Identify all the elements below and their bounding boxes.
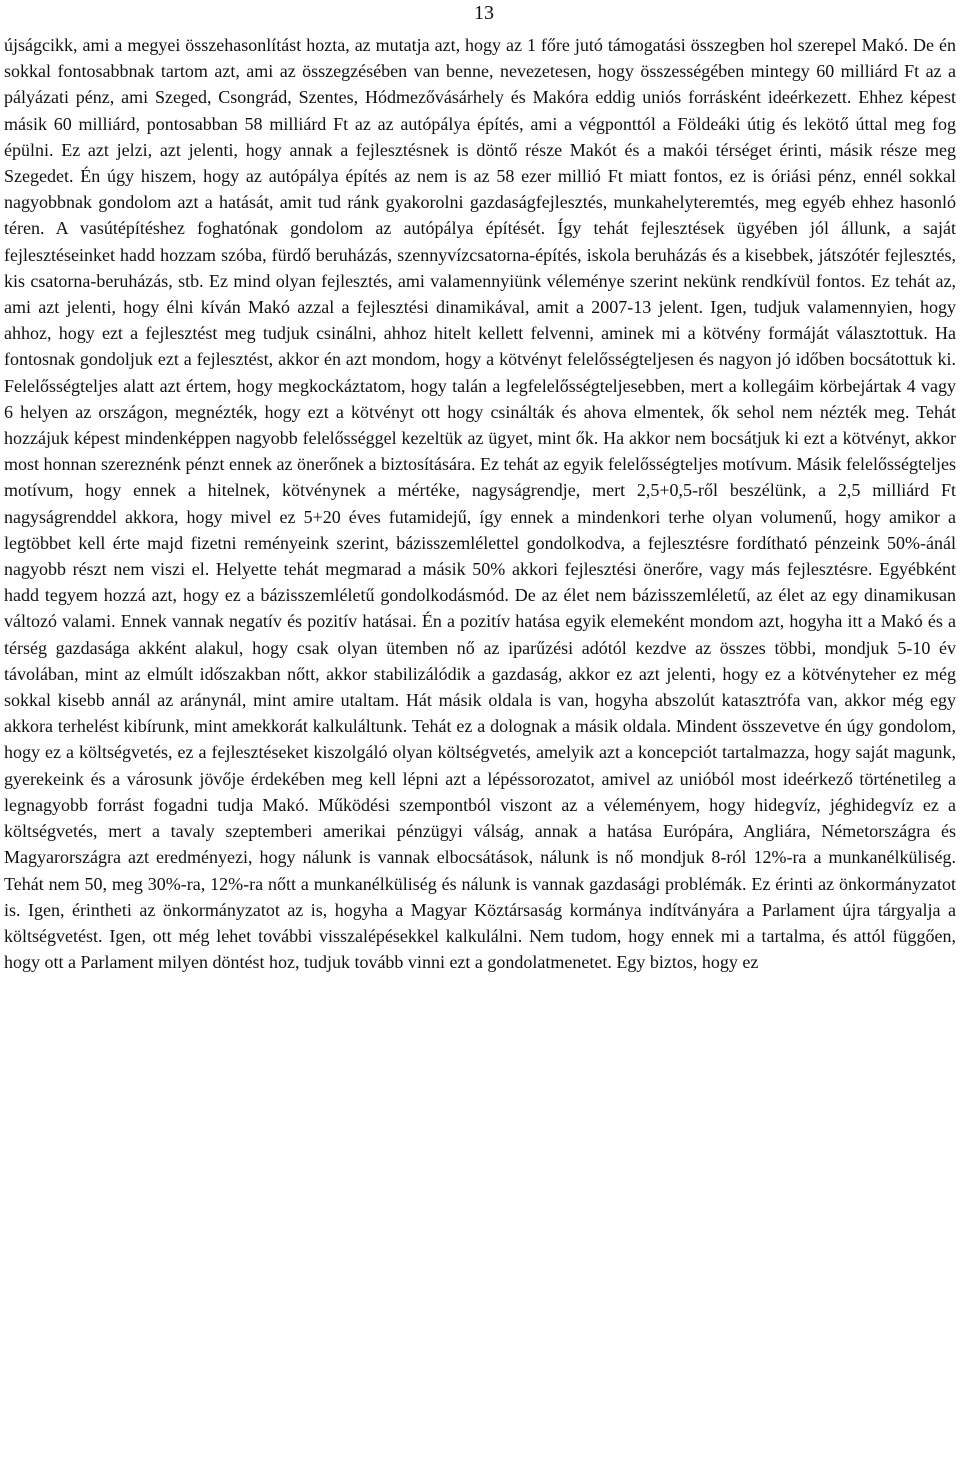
body-paragraph: újságcikk, ami a megyei összehasonlítást hozta, az mutatja azt, hogy az 1 főre jutó támogatási összegben hol szerepel Makó. De én sokkal fontosabbnak tartom azt, ami az összegzésében van benne, nevezetesen, hogy összességében mintegy 60 milliárd Ft az a pályázati pénz, ami Szeged, Csongrád, Szentes, Hódmezővásárhely és Makóra eddig uniós forrásként ideérkezett. Ehhez képest másik 60 milliárd, pontosabban 58 milliárd Ft az az autópálya építés, ami a végponttól a Földeáki útig és lekötő úttal meg fog épülni. Ez azt jelzi, azt jelenti, hogy annak a fejlesztésnek is döntő része Makót és a makói térséget érinti, másik része meg Szegedet. Én úgy hiszem, hogy az autópálya építés az nem is az 58 ezer millió Ft miatt fontos, ez is óriási pénz, ennél sokkal nagyobbnak gondolom azt a hatását, amit tud ránk gyakorolni gazdaságfejlesztés, munkahelyteremtés, meg egyéb ehhez hasonló téren. A vasútépítéshez foghatónak gondolom az autópálya építését. Így tehát fejlesztések ügyében jól állunk, a saját fejlesztéseinket hadd hozzam szóba, fürdő beruházás, szennyvízcsatorna-építés, iskola beruházás és a kisebbek, játszótér fejlesztés, kis csatorna-beruházás, stb. Ez mind olyan fejlesztés, ami valamennyiünk véleménye szerint nekünk rendkívül fontos. Ez tehát az, ami azt jelenti, hogy élni kíván Makó azzal a fejlesztési dinamikával, amit a 2007-13 jelent. Igen, tudjuk valamennyien, hogy ahhoz, hogy ezt a fejlesztést meg tudjuk csinálni, ahhoz hitelt kellett felvenni, aminek mi a kötvény formáját választottuk. Ha fontosnak gondoljuk ezt a fejlesztést, akkor én azt mondom, hogy a kötvényt felelősségteljesen és nagyon jó időben bocsátottuk ki. Felelősségteljes alatt azt értem, hogy megkockáztatom, hogy talán a legfelelősségteljesebben, mert a kollegáim körbejártak 4 vagy 6 helyen az országon, megnézték, hogy ezt a kötvényt ott hogy csinálták és ahova elmentek, ők sehol nem nézték meg. Tehát hozzájuk képest mindenképpen nagyobb felelősséggel kezeltük az ügyet, mint ők. Ha akkor nem bocsátjuk ki ezt a kötvényt, akkor most honnan szereznénk pénzt ennek az önerőnek a biztosítására. Ez tehát az egyik felelősségteljes motívum. Másik felelősségteljes motívum, hogy ennek a hitelnek, kötvénynek a mértéke, nagyságrendje, mert 2,5+0,5-ről beszélünk, a 2,5 milliárd Ft nagyságrenddel akkora, hogy mivel ez 5+20 éves futamidejű, így ennek a mindenkori terhe olyan volumenű, hogy amikor a legtöbbet kell érte majd fizetni reményeink szerint, bázisszemlélettel gondolkodva, a fejlesztésre fordítható pénzeink 50%-ánál nagyobb részt nem viszi el. Helyette tehát megmarad a másik 50% akkori fejlesztési önerőre, vagy más fejlesztésre. Egyébként hadd tegyem hozzá azt, hogy ez a bázisszemléletű gondolkodásmód. De az élet nem bázisszemléletű, az élet az egy dinamikusan változó valami. Ennek vannak negatív és pozitív hatásai. Én a pozitív hatása egyik elemeként mondom azt, hogyha itt a Makó és a térség gazdasága akként alakul, hogy csak olyan ütemben nő az iparűzési adótól kezdve az összes többi, mondjuk 5-10 év távolában, mint az elmúlt időszakban nőtt, akkor stabilizálódik a gazdaság, akkor ez azt jelenti, hogy ez a kötvényteher ez még sokkal kisebb annál az aránynál, mint amire utaltam. Hát másik oldala is van, hogyha abszolút katasztrófa van, akkor még egy akkora terhelést kibírunk, mint amekkorát kalkuláltunk. Tehát ez a dolognak a másik oldala. Mindent összevetve én úgy gondolom, hogy ez a költségvetés, ez a fejlesztéseket kiszolgáló olyan költségvetés, amelyik azt a koncepciót tartalmazza, hogy saját magunk, gyerekeink és a városunk jövője érdekében meg kell lépni azt a lépéssorozatot, amivel az unióból most ideérkező történetileg a legnagyobb forrást fogadni tudja Makó. Működési szempontból viszont az a véleményem, hogy hidegvíz, jéghidegvíz ez a költségvetés, mert a tavaly szeptemberi amerikai pénzügyi válság, annak a hatása Európára, Angliára, Németországra és Magyarországra azt eredményezi, hogy nálunk is vannak elbocsátások, nálunk is nő mondjuk 8-ról 12%-ra a munkanélküliség. Tehát nem 50, meg 30%-ra, 12%-ra nőtt a munkanélküliség és nálunk is vannak gazdasági problémák. Ez érinti az önkormányzatot is. Igen, érintheti az önkormányzatot az is, hogyha a Magyar Köztársaság kormánya indítványára a Parlament újra tárgyalja a költségvetést. Igen, ott még lehet további visszalépésekkel kalkulálni. Nem tudom, hogy ennek mi a tartalma, és attól függően, hogy ott a Parlament milyen döntést hoz, tudjuk tovább vinni ezt a gondolatmenetet. Egy biztos, hogy ez — [4, 35, 956, 973]
page-number: 13 — [474, 2, 494, 24]
